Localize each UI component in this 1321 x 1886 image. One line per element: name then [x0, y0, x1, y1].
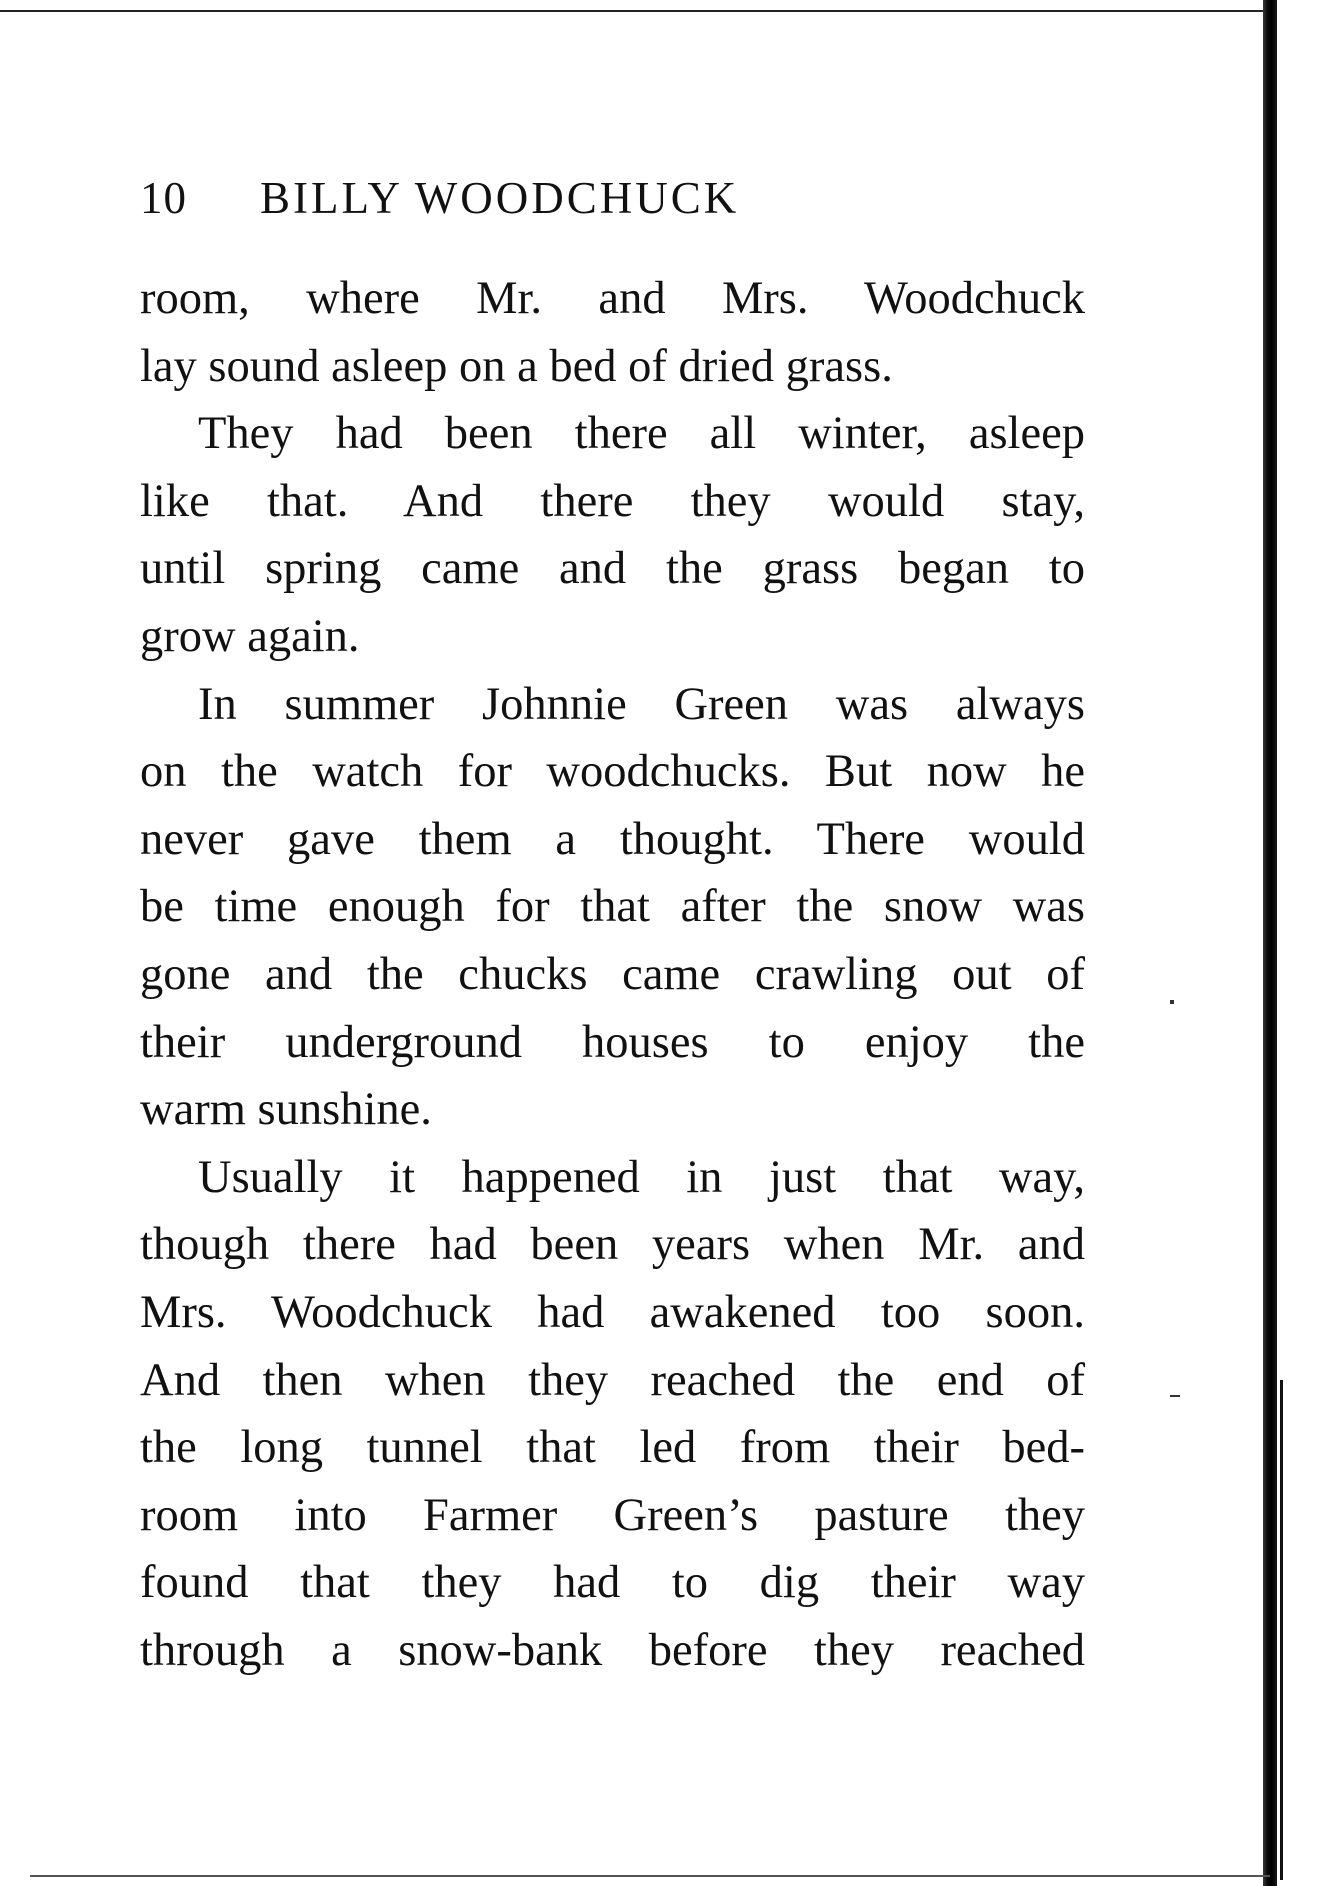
text-line: through a snow-bank before they reached	[140, 1624, 1085, 1676]
paragraph-3	[140, 671, 1085, 1144]
text-line: until spring came and the grass began to	[140, 543, 1085, 595]
running-head	[140, 172, 739, 228]
text-line: room, where Mr. and Mrs. Woodchuck	[140, 273, 1085, 324]
page-number: 10	[140, 173, 187, 223]
text-line: the long tunnel that led from their bed-	[140, 1422, 1085, 1474]
text-line: on the watch for woodchucks. But now he	[140, 746, 1085, 798]
text-line: though there had been years when Mr. and	[140, 1219, 1085, 1271]
text-line: Usually it happened in just that way,	[198, 1151, 1085, 1203]
scan-top-border	[0, 10, 1270, 12]
scan-bottom-border	[30, 1875, 1270, 1877]
text-line: their underground houses to enjoy the	[140, 1016, 1085, 1068]
paragraph-4	[140, 1144, 1085, 1685]
paragraph-2	[140, 400, 1085, 670]
text-line: gone and the chucks came crawling out of	[140, 948, 1085, 1000]
scan-binding-shadow-thin	[1280, 1380, 1283, 1880]
text-line: found that they had to dig their way	[140, 1557, 1085, 1609]
scan-speck	[1170, 1395, 1180, 1397]
scan-speck	[1170, 1000, 1174, 1004]
text-line: like that. And there they would stay,	[140, 475, 1085, 527]
text-line: room into Farmer Green’s pasture they	[140, 1489, 1085, 1541]
text-line: Mrs. Woodchuck had awakened too soon.	[140, 1286, 1085, 1338]
text-line: grow again.	[140, 610, 360, 662]
book-title: BILLY WOODCHUCK	[260, 173, 740, 223]
text-line: They had been there all winter, asleep	[198, 408, 1085, 460]
text-line: lay sound asleep on a bed of dried grass.	[140, 340, 893, 392]
scan-binding-shadow	[1263, 0, 1277, 1886]
paragraph-1	[140, 265, 1085, 400]
text-line: And then when they reached the end of	[140, 1354, 1085, 1406]
text-line: never gave them a thought. There would	[140, 813, 1085, 865]
text-line: warm sunshine.	[140, 1084, 432, 1136]
body-text	[140, 265, 1085, 1684]
text-line: In summer Johnnie Green was always	[198, 678, 1085, 730]
text-line: be time enough for that after the snow was	[140, 881, 1085, 933]
